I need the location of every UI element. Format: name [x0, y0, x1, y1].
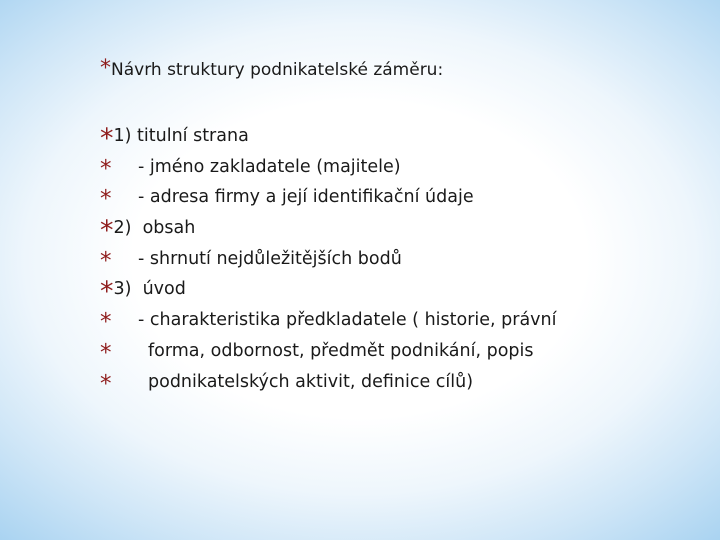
bullet-item [100, 274, 557, 308]
bullet-text: 2) obsah [113, 218, 196, 239]
bullet-item [100, 367, 557, 398]
bullet-star-icon: * [100, 155, 112, 182]
bullet-text: podnikatelských aktivit, definice cílů) [148, 371, 474, 392]
bullet-text: forma, odbornost, předmět podnikání, popis [148, 340, 534, 361]
bullet-star-icon: * [100, 276, 114, 308]
bullet-item [100, 213, 557, 247]
bullet-star-icon: * [100, 247, 112, 274]
bullet-star-icon: * [100, 186, 112, 213]
bullet-item [100, 244, 557, 275]
bullet-item [100, 152, 557, 183]
bullet-star-icon: * [100, 370, 112, 397]
bullet-text: - jméno zakladatele (majitele) [138, 156, 401, 177]
bullet-item [100, 305, 557, 336]
bullet-star-icon: * [100, 56, 111, 81]
bullet-text: - charakteristika předkladatele ( historie, právní [138, 310, 557, 331]
bullet-text: - adresa firmy a její identifikační údaje [138, 187, 474, 208]
bullet-item [100, 336, 557, 367]
bullet-item [100, 182, 557, 213]
bullet-star-icon: * [100, 339, 112, 366]
slide-title-text: Návrh struktury podnikatelské záměru: [111, 60, 444, 80]
slide-title [100, 56, 443, 84]
bullet-text: 3) úvod [113, 279, 186, 300]
bullet-list [100, 121, 557, 397]
bullet-text: - shrnutí nejdůležitějších bodů [138, 248, 402, 269]
bullet-star-icon: * [100, 215, 114, 247]
bullet-text: 1) titulní strana [113, 126, 249, 146]
bullet-star-icon: * [100, 123, 114, 154]
bullet-star-icon: * [100, 309, 112, 336]
bullet-item [100, 121, 557, 152]
